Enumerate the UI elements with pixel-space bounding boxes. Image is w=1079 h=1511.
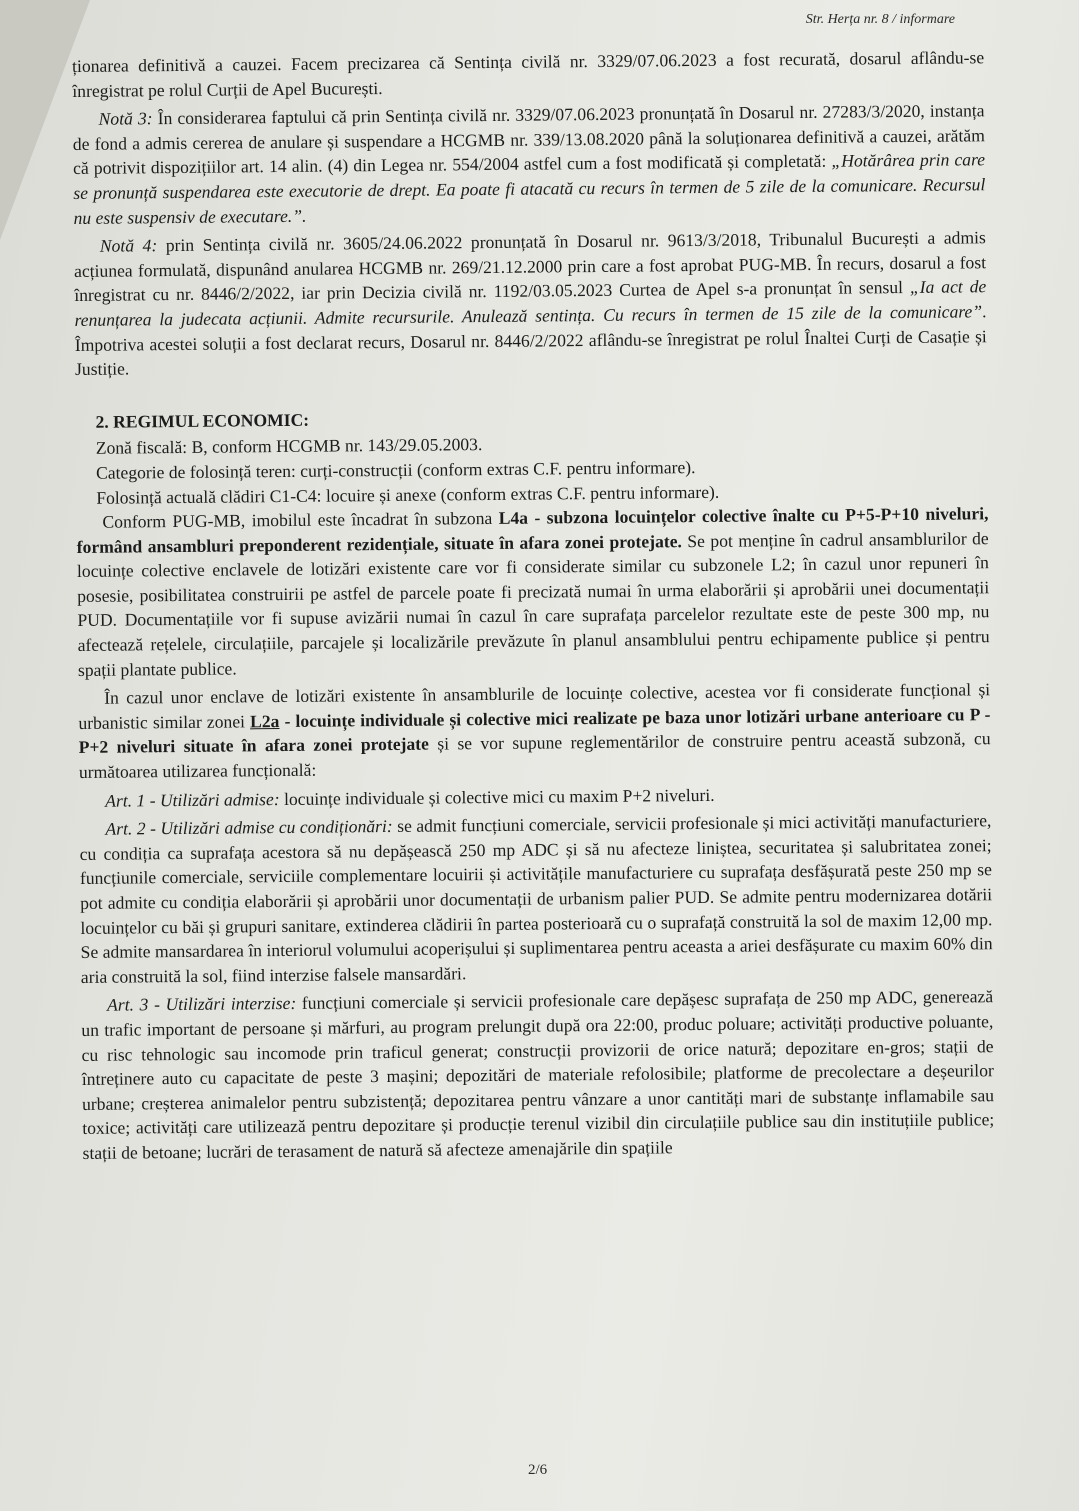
nota-3-text: În considerarea faptului că prin Sentința civilă nr. 3329/07.06.2023 pronunțată în Dosarul nr. 27283/3/2020, instanța de fond a admis cererea de anulare și suspendare a HCGMB nr. 339/13.08.2020 până la soluționarea definitivă a cauzei, arătăm că potrivit dispozițiilor art. 14 alin. (4) din Legea nr. 554/2004 astfel cum a fost modificată și completată:	[72, 100, 985, 179]
art-2-paragraph	[79, 808, 993, 989]
nota-4-quote: „Ia act de renunțarea la judecata acțiunii. Admite recursurile. Anulează sentința. Cu recurs în termen de 15 zile de la comunicare”	[74, 276, 987, 330]
enclave-text-end: și se vor supune reglementărilor de construire pentru această subzonă, cu următoarea utilizarea funcțională:	[78, 728, 991, 782]
nota-3-label: Notă 3:	[98, 108, 153, 129]
enclave-zone-code: L2a	[249, 710, 280, 732]
pug-text: Conform PUG-MB, imobilul este încadrat în subzona	[102, 508, 499, 532]
pug-paragraph	[76, 501, 990, 682]
nota-4-text: prin Sentința civilă nr. 3605/24.06.2022 pronunțată în Dosarul nr. 9613/3/2018, Tribunalul București a admis acțiunea formulată, dispunând anularea HCGMB nr. 269/21.12.2000 prin care a fost aprobat PUG-MB. În recurs, dosarul a fost înregistrat cu nr. 8446/2/2022, iar prin Decizia civilă nr. 1192/03.05.2023 Curtea de Apel s-a pronunțat în sensul	[73, 227, 987, 306]
top-paragraph: ționarea definitivă a cauzei. Facem precizarea că Sentința civilă nr. 3329/07.06.2023 a fost recurată, dosarul aflându-se înregistrat pe rolul Curții de Apel București.	[72, 47, 985, 101]
nota-3-quote: „Hotărârea prin care se pronunță suspendarea este executorie de drept. Ea poate fi atacată cu recurs în termen de 5 zile de la comunicare. Recursul nu este suspensiv de executare.”.	[73, 149, 986, 228]
section-heading: 2. REGIMUL ECONOMIC:	[95, 409, 310, 432]
art-3-paragraph	[81, 985, 995, 1166]
enclave-text: În cazul unor enclave de lotizări existente în ansamblurile de locuințe colective, acestea vor fi considerate funcțional și urbanistic similar zonei	[78, 679, 991, 733]
land-use-line: Categorie de folosință teren: curți-construcții (conform extras C.F. pentru informare).	[95, 456, 696, 483]
art-3-label: Art. 3 - Utilizări interzise:	[107, 993, 297, 1016]
art-2-text: se admit funcțiuni comerciale, servicii profesionale și mici activități manufacturiere, cu condiția ca suprafața acestora să nu depășească 250 mp ADC și să nu afecteze liniștea, securitatea și salubritatea zonei; funcțiunile comerciale, serviciile complementare locuirii și activitățile manufacturiere cu suprafața desfășurată peste 250 mp se pot admite cu condiția elaborării și aprobării unor documentații de urbanism palier PUD. Se admite pentru modernizarea dotării locuințelor cu băi și grupuri sanitare, extinderea clădirii în partea posterioară cu o suprafață construită la sol de maxim 12,00 mp. Se admite mansardarea în interiorul volumului acoperișului și suplimentarea pentru aceasta a ariei desfășurate cu maxim 60% din aria construită la sol, fiind interzise falsele mansardări.	[79, 810, 993, 987]
art-3-text: funcțiuni comerciale și servicii profesionale care depășesc suprafața de 250 mp ADC, generează un trafic important de persoane și mărfuri, au program prelungit după ora 22:00, produc poluare; activități productive poluante, cu risc tehnologic sau incomode prin traficul generat; construcții provizorii de orice natură; depozitare en-gros; stații de întreținere auto cu capacitate de peste 3 mașini; depozitări de materiale refolosibile; platforme de precolectare a deșeurilor urbane; creșterea animalelor pentru subzistență; depozitarea pentru vânzare a unor cantități mari de substanțe inflamabile sau toxice; activități care utilizează pentru depozitare și producție terenul vizibil din circulațiile publice sau din instituțiile publice; stații de betoane; lucrări de terasament de natură să afecteze amenajările din spațiile	[81, 986, 995, 1163]
art-2-label: Art. 2 - Utilizări admise cu condiționări:	[105, 816, 393, 839]
art-1-text: locuințe individuale și colective mici cu maxim P+2 niveluri.	[279, 784, 715, 809]
document-body	[72, 45, 995, 1169]
nota-4-text-end: . Împotriva acestei soluții a fost declarat recurs, Dosarul nr. 8446/2/2022 aflându-se înregistrat pe rolul Înaltei Curți de Casație și Justiție.	[74, 301, 987, 380]
building-use-line: Folosință actuală clădiri C1-C4: locuire și anexe (conform extras C.F. pentru informare).	[96, 481, 720, 508]
pug-text-end: Se pot menține în cadrul ansamblurilor de locuințe colective enclavele de lotizări existente care vor fi considerate similar cu subzonele L2; în cazul unor repuneri în posesie, posibilitatea construirii pe astfel de parcele poate fi precizată numai în urma elaborării și aprobării unei documentații PUD. Documentațiile vor fi supuse avizării numai în cazul în care suprafața parcelelor rezultate este de peste 300 mp, nu afectează rețelele, circulațiile, parcajele și localizările prevăzute în planul ansamblului pentru echipamente publice și pentru spații plantate publice.	[76, 527, 990, 680]
pug-zone-bold: L4a - subzona locuințelor colective înalte cu P+5-P+10 niveluri, formând ansambluri preponderent rezidențiale, situate în afara zonei protejate.	[76, 503, 989, 557]
enclave-paragraph	[78, 677, 991, 784]
art-1-label: Art. 1 - Utilizări admise:	[105, 788, 280, 811]
nota-4-paragraph	[74, 225, 987, 381]
nota-4-label: Notă 4:	[99, 235, 158, 256]
enclave-zone-bold: - locuințe individuale și colective mici realizate pe baza unor lotizări urbane anterioare cu P - P+2 niveluri situate în afara zonei protejate	[78, 704, 991, 758]
nota-3-paragraph	[73, 98, 986, 230]
fiscal-zone-line: Zonă fiscală: B, conform HCGMB nr. 143/29.05.2003.	[95, 434, 483, 459]
page-header: Str. Herța nr. 8 / informare	[805, 12, 955, 27]
art-1-paragraph	[79, 780, 991, 813]
page-number: 2/6	[528, 1462, 548, 1478]
